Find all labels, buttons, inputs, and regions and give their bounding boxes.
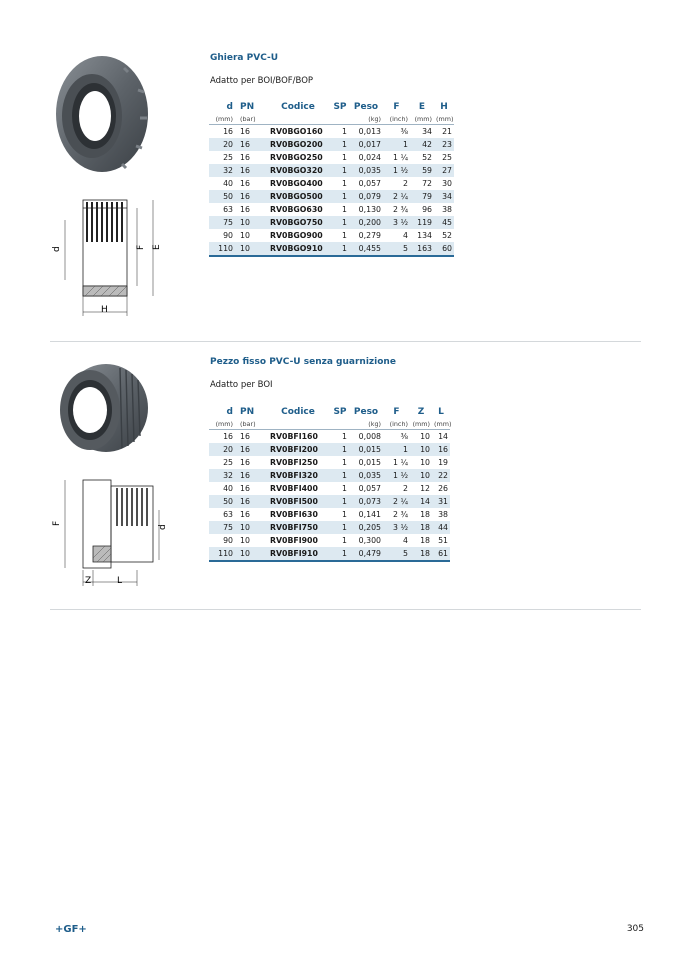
col-e: E	[418, 102, 426, 112]
table-cell: 22	[432, 469, 450, 482]
table-cell: 0,035	[349, 469, 383, 482]
table-cell: 31	[432, 495, 450, 508]
unit-l: (mm)	[434, 420, 452, 428]
unit-h: (mm)	[436, 115, 454, 123]
table-cell: RV0BGO630	[270, 205, 323, 214]
table-cell: 2 ¾	[393, 510, 408, 519]
table-cell: 1	[331, 216, 349, 229]
drawing-label-d: d	[52, 246, 62, 252]
table-row	[209, 547, 450, 561]
table-cell: 1 ¼	[393, 153, 408, 162]
table-cell: 25	[442, 153, 452, 162]
table-cell: 34	[422, 127, 432, 136]
table-row	[209, 456, 450, 469]
table-cell: 90	[223, 231, 233, 240]
table-cell: 61	[432, 547, 450, 561]
drawing-label-e: E	[152, 244, 162, 250]
table-row	[209, 482, 450, 495]
table-cell: RV0BFI910	[265, 547, 331, 561]
table-cell: 0,015	[358, 458, 381, 467]
table-cell: 0,024	[358, 153, 381, 162]
table-cell: 50	[209, 495, 235, 508]
ghiera-technical-drawing	[45, 190, 165, 320]
table-cell: 38	[438, 510, 448, 519]
table-cell: 1	[331, 521, 349, 534]
table-cell: 12	[420, 484, 430, 493]
table-cell: 59	[410, 164, 434, 177]
table-cell: 1	[331, 138, 349, 151]
table-header-row	[209, 101, 454, 114]
table-cell: 90	[223, 536, 233, 545]
table-row	[209, 469, 450, 482]
table-cell: 25	[223, 153, 233, 162]
table-cell: 50	[209, 190, 235, 203]
drawing-label-h: H	[101, 305, 108, 315]
table-cell: 10	[235, 216, 265, 229]
table-cell: 3 ½	[383, 216, 410, 229]
table-row	[209, 242, 454, 256]
table-cell: 38	[442, 205, 452, 214]
table-cell: 119	[410, 216, 434, 229]
unit-z: (mm)	[410, 419, 432, 430]
table-cell: RV0BGO250	[270, 153, 323, 162]
unit-pn: (bar)	[235, 419, 265, 430]
table-cell: RV0BFI900	[270, 536, 318, 545]
table-cell: RV0BGO750	[265, 216, 331, 229]
unit-pn: (bar)	[235, 114, 265, 125]
table-cell: 0,141	[358, 510, 381, 519]
table-cell: RV0BFI750	[265, 521, 331, 534]
table-cell: 16	[235, 495, 265, 508]
table-cell: RV0BGO500	[265, 190, 331, 203]
table-cell: 10	[235, 242, 265, 256]
table-cell: 16	[235, 469, 265, 482]
table-cell: 19	[438, 458, 448, 467]
table-cell: RV0BFI400	[270, 484, 318, 493]
col-d: d	[226, 407, 233, 417]
table-cell: 16	[240, 458, 250, 467]
table-cell: 16	[240, 432, 250, 441]
col-f: F	[393, 407, 400, 417]
section-subtitle: Adatto per BOI/BOF/BOP	[210, 76, 314, 86]
page-number: 305	[626, 924, 644, 934]
table-cell: 2	[403, 179, 408, 188]
table-cell: 0,057	[358, 179, 381, 188]
table-cell: 52	[442, 231, 452, 240]
table-cell: 60	[434, 242, 454, 256]
table-row	[209, 430, 450, 444]
table-cell: 20	[209, 443, 235, 456]
unit-e: (mm)	[410, 114, 434, 125]
table-cell: 18	[420, 510, 430, 519]
table-cell: 5	[383, 242, 410, 256]
table-cell: RV0BGO320	[265, 164, 331, 177]
ghiera-spec-table	[209, 101, 454, 257]
table-cell: 16	[240, 205, 250, 214]
table-header-row	[209, 406, 450, 419]
table-row	[209, 164, 454, 177]
pezzo-fisso-product-photo	[50, 360, 152, 456]
table-cell: 16	[223, 127, 233, 136]
pezzo-fisso-spec-table	[209, 406, 450, 562]
table-cell: 0,455	[349, 242, 383, 256]
table-cell: 16	[235, 138, 265, 151]
table-row	[209, 216, 454, 229]
table-cell: 1	[342, 432, 347, 441]
table-cell: 16	[235, 190, 265, 203]
table-cell: 10	[240, 231, 250, 240]
table-cell: 79	[410, 190, 434, 203]
table-cell: RV0BFI160	[270, 432, 318, 441]
unit-peso: (kg)	[349, 114, 383, 125]
table-cell: 5	[383, 547, 410, 561]
table-cell: 40	[223, 179, 233, 188]
table-cell: 27	[434, 164, 454, 177]
table-cell: 16	[223, 432, 233, 441]
table-cell: 10	[240, 536, 250, 545]
unit-f: (inch)	[383, 419, 410, 430]
table-cell: 2 ¾	[393, 205, 408, 214]
table-row	[209, 177, 454, 190]
table-cell: 0,130	[358, 205, 381, 214]
table-cell: 26	[438, 484, 448, 493]
table-cell: 16	[240, 179, 250, 188]
table-cell: 16	[240, 127, 250, 136]
table-cell: 0,073	[349, 495, 383, 508]
table-cell: 72	[422, 179, 432, 188]
table-cell: 1	[342, 205, 347, 214]
table-cell: 63	[223, 510, 233, 519]
table-cell: 10	[410, 469, 432, 482]
table-cell: RV0BFI250	[270, 458, 318, 467]
table-cell: 0,279	[358, 231, 381, 240]
unit-peso: (kg)	[349, 419, 383, 430]
table-cell: 10	[420, 458, 430, 467]
table-cell: 163	[410, 242, 434, 256]
table-cell: RV0BGO160	[270, 127, 323, 136]
table-row	[209, 229, 454, 242]
table-cell: 1	[331, 443, 349, 456]
table-cell: 21	[442, 127, 452, 136]
table-cell: 18	[410, 521, 432, 534]
table-cell: 63	[223, 205, 233, 214]
table-cell: 51	[438, 536, 448, 545]
table-cell: 20	[209, 138, 235, 151]
col-h: H	[440, 102, 448, 112]
col-sp: SP	[333, 407, 347, 417]
table-cell: 1	[331, 495, 349, 508]
table-cell: 1	[342, 153, 347, 162]
table-cell: 40	[223, 484, 233, 493]
table-cell: RV0BFI200	[265, 443, 331, 456]
table-cell: 0,008	[358, 432, 381, 441]
table-cell: 0,013	[358, 127, 381, 136]
table-cell: 110	[209, 242, 235, 256]
col-pn: PN	[240, 407, 255, 417]
drawing-label-l: L	[117, 576, 123, 586]
pezzo-fisso-technical-drawing	[45, 470, 170, 590]
table-cell: 52	[422, 153, 432, 162]
table-cell: 1	[342, 536, 347, 545]
table-cell: 14	[438, 432, 448, 441]
table-unit-row	[209, 419, 450, 430]
col-sp: SP	[333, 102, 347, 112]
table-cell: 134	[417, 231, 432, 240]
table-cell: 18	[420, 536, 430, 545]
unit-codice	[265, 419, 331, 430]
table-unit-row	[209, 114, 454, 125]
table-cell: 1	[342, 510, 347, 519]
table-cell: 0,479	[349, 547, 383, 561]
drawing-label-f: F	[136, 244, 146, 250]
table-cell: 34	[434, 190, 454, 203]
table-cell: 3 ½	[383, 521, 410, 534]
table-cell: ⅜	[400, 432, 408, 441]
table-row	[209, 138, 454, 151]
table-cell: 1	[342, 179, 347, 188]
table-cell: 75	[209, 216, 235, 229]
table-cell: RV0BFI630	[270, 510, 318, 519]
section-title: Pezzo fisso PVC-U senza guarnizione	[210, 357, 396, 367]
table-cell: 16	[235, 443, 265, 456]
table-cell: 16	[240, 484, 250, 493]
table-cell: ⅜	[400, 127, 408, 136]
unit-sp	[331, 114, 349, 125]
table-cell: 4	[403, 231, 408, 240]
table-cell: 1	[342, 484, 347, 493]
unit-sp	[331, 419, 349, 430]
table-cell: 1	[331, 164, 349, 177]
table-row	[209, 534, 450, 547]
table-cell: 1 ¼	[393, 458, 408, 467]
unit-codice	[265, 114, 331, 125]
table-cell: RV0BGO400	[270, 179, 323, 188]
table-cell: 10	[235, 521, 265, 534]
drawing-label-f: F	[52, 520, 62, 526]
table-cell: 0,015	[349, 443, 383, 456]
section-title: Ghiera PVC-U	[210, 53, 279, 63]
table-cell: 10	[235, 547, 265, 561]
table-cell: 18	[410, 547, 432, 561]
table-cell: RV0BGO200	[265, 138, 331, 151]
table-cell: 0,300	[358, 536, 381, 545]
table-row	[209, 190, 454, 203]
section-divider	[50, 341, 641, 342]
table-cell: 110	[209, 547, 235, 561]
table-cell: 16	[240, 153, 250, 162]
table-row	[209, 151, 454, 164]
table-cell: RV0BFI500	[265, 495, 331, 508]
table-cell: 44	[432, 521, 450, 534]
unit-d: (mm)	[209, 114, 235, 125]
col-f: F	[393, 102, 400, 112]
table-cell: 1 ½	[383, 469, 410, 482]
unit-f: (inch)	[383, 114, 410, 125]
table-cell: 10	[410, 443, 432, 456]
col-d: d	[226, 102, 233, 112]
col-l: L	[438, 407, 444, 417]
table-cell: 10	[420, 432, 430, 441]
unit-d: (mm)	[209, 419, 235, 430]
section-divider	[50, 609, 641, 610]
col-peso: Peso	[353, 407, 379, 417]
table-cell: 23	[434, 138, 454, 151]
table-cell: 0,205	[349, 521, 383, 534]
table-row	[209, 495, 450, 508]
table-cell: RV0BGO910	[265, 242, 331, 256]
col-codice: Codice	[281, 102, 315, 112]
table-cell: 96	[422, 205, 432, 214]
table-row	[209, 125, 454, 139]
table-cell: 2 ¼	[383, 190, 410, 203]
table-cell: 14	[410, 495, 432, 508]
col-peso: Peso	[353, 102, 379, 112]
table-cell: 0,200	[349, 216, 383, 229]
table-cell: 32	[209, 164, 235, 177]
table-cell: RV0BFI320	[265, 469, 331, 482]
table-cell: RV0BGO900	[270, 231, 323, 240]
table-cell: 0,035	[349, 164, 383, 177]
ghiera-product-photo	[50, 50, 150, 175]
table-cell: 32	[209, 469, 235, 482]
drawing-label-z: Z	[85, 576, 92, 586]
table-cell: 1	[342, 127, 347, 136]
table-cell: 1 ½	[383, 164, 410, 177]
table-cell: 2 ¼	[383, 495, 410, 508]
table-row	[209, 508, 450, 521]
drawing-label-d: d	[158, 524, 168, 530]
table-row	[209, 443, 450, 456]
table-cell: 1	[331, 242, 349, 256]
table-cell: 0,017	[349, 138, 383, 151]
table-cell: 16	[240, 510, 250, 519]
table-cell: 2	[403, 484, 408, 493]
table-cell: 45	[434, 216, 454, 229]
col-z: Z	[417, 407, 425, 417]
table-cell: 1	[331, 469, 349, 482]
section-subtitle: Adatto per BOI	[210, 380, 273, 390]
table-cell: 0,079	[349, 190, 383, 203]
gf-logo: +GF+	[55, 924, 87, 935]
table-cell: 16	[432, 443, 450, 456]
table-cell: 30	[442, 179, 452, 188]
table-cell: 25	[223, 458, 233, 467]
table-cell: 16	[235, 164, 265, 177]
table-row	[209, 521, 450, 534]
table-row	[209, 203, 454, 216]
table-cell: 0,057	[358, 484, 381, 493]
table-cell: 1	[342, 458, 347, 467]
table-cell: 1	[331, 547, 349, 561]
col-codice: Codice	[281, 407, 315, 417]
table-cell: 42	[410, 138, 434, 151]
table-cell: 1	[383, 443, 410, 456]
col-pn: PN	[240, 102, 255, 112]
table-cell: 1	[331, 190, 349, 203]
table-cell: 1	[383, 138, 410, 151]
table-cell: 4	[403, 536, 408, 545]
table-cell: 75	[209, 521, 235, 534]
table-cell: 1	[342, 231, 347, 240]
